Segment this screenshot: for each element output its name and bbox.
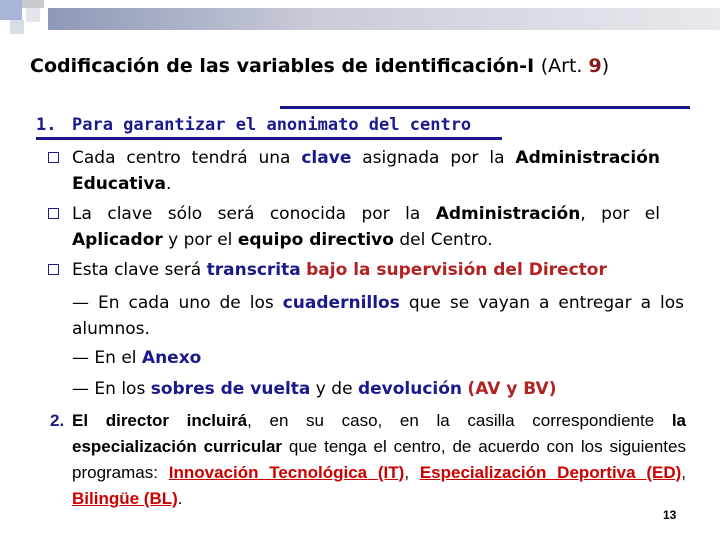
section-2-keyword-especializacion: la especialización curricular <box>72 411 686 456</box>
bullet-2-part: del Centro. <box>393 230 493 250</box>
bullet-1-text <box>72 145 660 197</box>
bullet-1-keyword-clave: clave <box>301 148 352 168</box>
section-1-number: 1. <box>36 115 57 135</box>
title-art-number: 9 <box>588 55 602 77</box>
section-2-part: , <box>681 463 687 482</box>
corner-square-3 <box>10 20 24 34</box>
bullet-1-part: asignada por la <box>351 148 516 168</box>
bullet-2-keyword-aplicador: Aplicador <box>72 230 163 250</box>
program-innovacion-link: Innovación Tecnológica (IT) <box>168 463 405 482</box>
section-2-text <box>72 408 686 512</box>
section-1-heading <box>36 115 471 135</box>
program-bilingue-link: Bilingüe (BL) <box>72 489 178 508</box>
slide-title <box>30 55 609 77</box>
section-1-title: Para garantizar el anonimato del centro <box>72 115 472 135</box>
page-number: 13 <box>663 508 677 522</box>
bullet-1-keyword-admin: Administración Educativa <box>72 148 660 194</box>
corner-square-4 <box>26 8 40 22</box>
bullet-2-keyword-equipo: equipo directivo <box>237 230 394 250</box>
divider-line-bottom <box>36 137 502 140</box>
dash-1-part: que se vayan a entregar a los alumnos. <box>72 293 684 339</box>
dash-3-part: — En los <box>72 379 151 399</box>
dash-3-keyword-avbv: (AV y BV) <box>467 379 557 399</box>
section-2-part: , en su caso, en la casilla correspondiente <box>247 411 672 430</box>
bullet-2-part: La clave sólo será conocida por la <box>72 204 436 224</box>
divider-line-top <box>280 106 690 109</box>
bullet-3-keyword-supervision: bajo la supervisión del Director <box>306 260 607 280</box>
dash-3-keyword-sobres: sobres de vuelta <box>150 379 311 399</box>
bullet-2-text <box>72 201 660 253</box>
top-band <box>48 8 720 30</box>
bullet-1-part: Cada centro tendrá una <box>72 148 302 168</box>
program-deportiva-link: Especialización Deportiva (ED) <box>419 463 682 482</box>
section-2-number: 2. <box>50 411 65 430</box>
dash-item-3 <box>72 376 684 402</box>
dash-1-keyword-cuadernillos: cuadernillos <box>282 293 400 313</box>
bullet-2-part: y por el <box>162 230 238 250</box>
title-art-prefix: (Art. <box>540 55 589 77</box>
dash-3-keyword-devolucion: devolución <box>357 379 463 399</box>
bullet-2-keyword-admin: Administración <box>435 204 581 224</box>
section-2-part: . <box>177 489 183 508</box>
title-main: Codificación de las variables de identificación-I <box>30 55 535 77</box>
bullet-3-part: Esta clave será <box>72 260 207 280</box>
corner-square-2 <box>22 0 44 8</box>
square-bullet-icon <box>48 264 59 275</box>
bullet-3-text <box>72 257 660 283</box>
dash-1-part: — En cada uno de los <box>72 293 283 313</box>
dash-2-part: — En el <box>72 348 142 368</box>
corner-square-1 <box>0 0 22 20</box>
dash-2-keyword-anexo: Anexo <box>141 348 202 368</box>
bullet-3-keyword-transcrita: transcrita <box>206 260 301 280</box>
section-2-part: que tenga el centro, de acuerdo con los siguientes programas: <box>72 437 686 482</box>
square-bullet-icon <box>48 208 59 219</box>
bullet-1-part: . <box>165 174 172 194</box>
square-bullet-icon <box>48 152 59 163</box>
dash-item-2 <box>72 345 684 371</box>
title-art-suffix: ) <box>601 55 610 77</box>
section-2-part: , <box>404 463 420 482</box>
dash-item-1 <box>72 290 684 342</box>
dash-3-part: y de <box>310 379 358 399</box>
bullet-2-part: , por el <box>580 204 660 224</box>
section-2-keyword-director: El director incluirá <box>72 411 248 430</box>
